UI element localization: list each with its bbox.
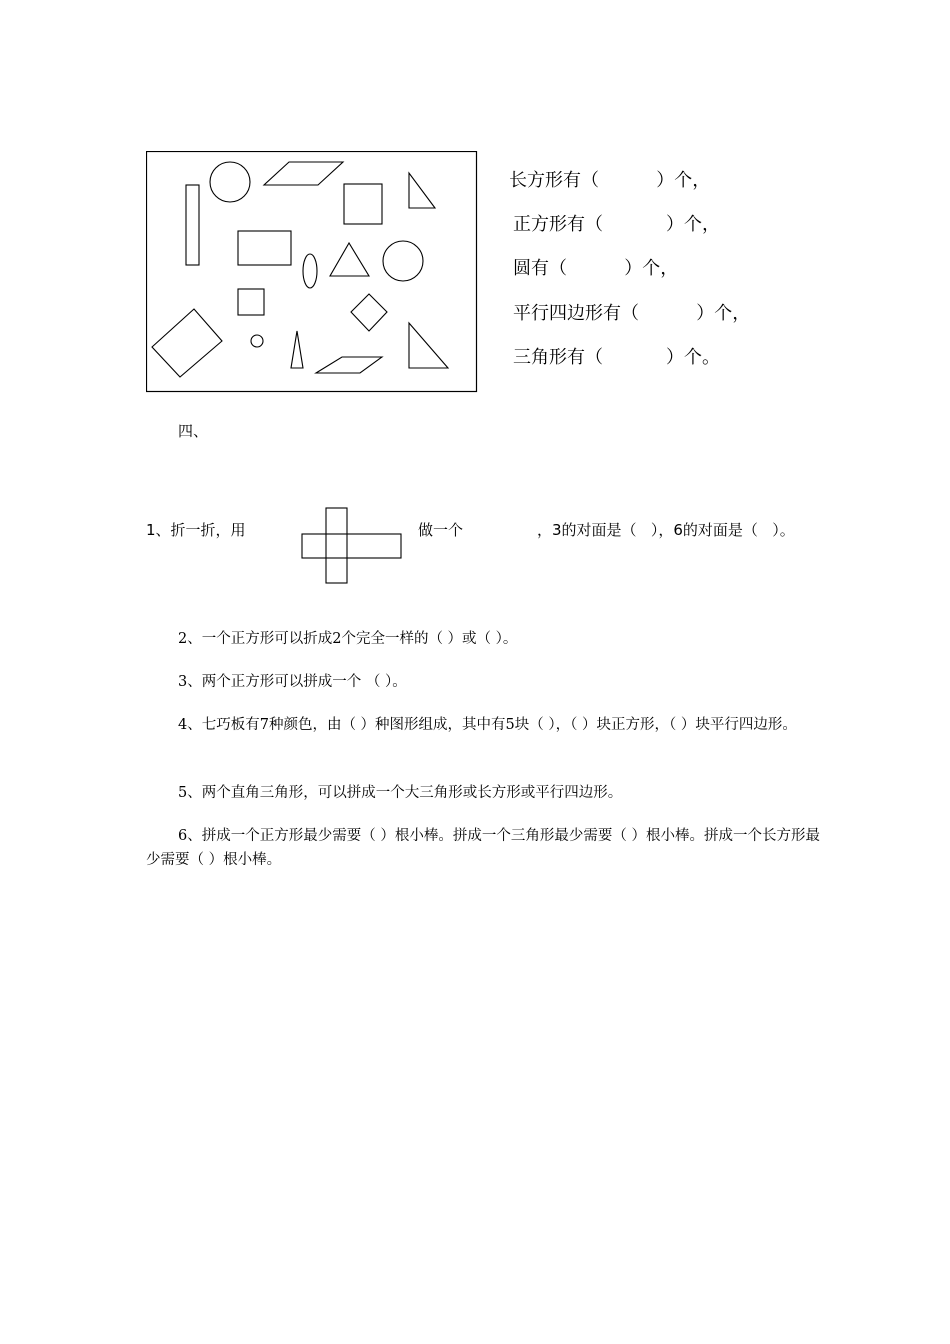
tall-rectangle [186,185,199,265]
ellipse [303,254,317,288]
thin-triangle [291,331,303,368]
right-triangle-upper [409,173,435,208]
diamond-square [351,294,387,331]
square-upper [344,184,382,224]
circle-large [210,162,250,202]
question-2: 2、一个正方形可以折成2个完全一样的（ ）或（ ）。 [178,631,518,647]
count-square: 正方形有（ ）个， [513,214,720,235]
net-vertical-strip [326,508,347,583]
q1-part-a: 1、折一折，用 [146,521,246,539]
count-triangle: 三角形有（ ）个。 [513,347,720,368]
figure-frame [147,152,477,392]
circle-right [383,241,423,281]
count-rectangle: 长方形有（ ）个， [509,170,711,191]
square-small [238,289,264,315]
q1-part-b: 做一个 [418,521,464,539]
question-6: 6、拼成一个正方形最少需要（ ）根小棒。拼成一个三角形最少需要（ ）根小棒。拼成一个长方形最少需要（ ）根小棒。 [146,828,820,868]
net-horizontal-strip [302,534,401,558]
parallelogram-bottom [316,357,382,373]
triangle-middle [330,243,369,276]
question-4: 4、七巧板有7种颜色，由（ ）种图形组成，其中有5块（ ），（ ）块正方形，（ ）块平行四边形。 [178,717,797,733]
q1-part-c: ，3的对面是（ ），6的对面是（ ）。 [537,521,795,539]
section-label: 四、 [178,422,209,440]
parallelogram-top [264,162,343,185]
question-3: 3、两个正方形可以拼成一个 （ ）。 [178,674,407,690]
right-triangle-lower [409,323,448,368]
circle-small [251,335,263,347]
question-5: 5、两个直角三角形，可以拼成一个大三角形或长方形或平行四边形。 [178,785,623,801]
tilted-rectangle [152,309,222,377]
count-circle: 圆有（ ）个， [513,258,679,279]
cube-net-figure [300,507,404,585]
count-parallelogram: 平行四边形有（ ）个， [513,303,751,324]
rectangle-middle [238,231,291,265]
shapes-figure [146,151,478,393]
